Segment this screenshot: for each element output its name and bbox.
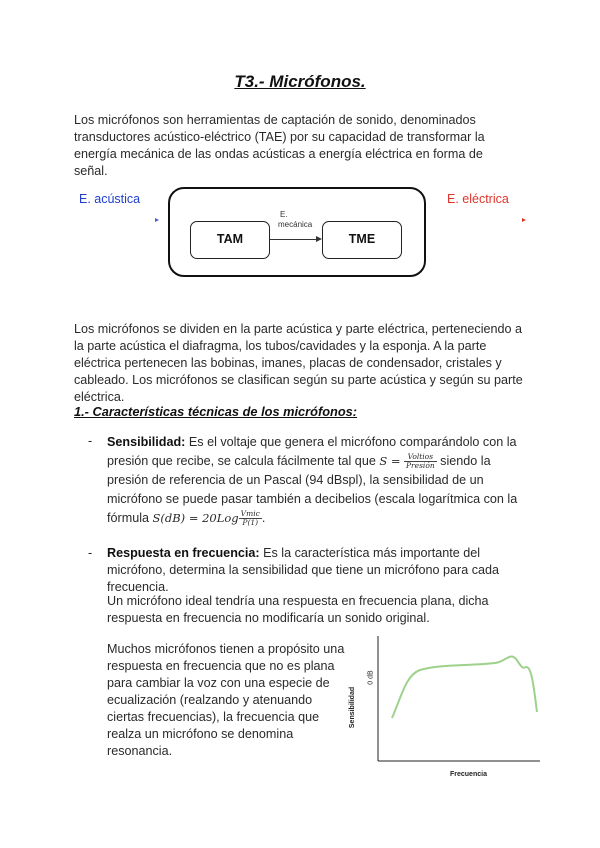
sensitivity-text-c: . [261, 511, 266, 525]
left-arrow-icon [155, 218, 159, 222]
resonance-paragraph: Muchos micrófonos tienen a propósito una respuesta en frecuencia que no es plana para cambiar la voz con una especie de ecualización (realzando y atenuando ciertas frecuencias), la frecuencia que realza un micrófono se denomina resonancia. [107, 642, 345, 758]
frequency-response-graph [350, 630, 550, 790]
frequency-response-text: Es la característica más importante del micrófono, determina la sensibilidad que tiene un micrófono para cada frecuencia. [107, 546, 500, 594]
frequency-response-item [107, 545, 537, 596]
sensitivity-item [107, 433, 527, 528]
section-heading: 1.- Características técnicas de los micrófonos: [74, 404, 358, 419]
electric-energy-label: E. eléctrica [447, 192, 509, 206]
arrowhead-icon [316, 236, 322, 242]
transducer-diagram [0, 180, 600, 290]
db-fraction-denominator: P(1) [242, 518, 259, 528]
y-axis-label: Sensibilidad [349, 686, 357, 729]
zero-db-label: 0 dB [367, 670, 375, 685]
bullet-dash: - [88, 546, 93, 560]
intro-paragraph: Los micrófonos son herramientas de captación de sonido, denominados transductores acústico-eléctrico (TAE) por su capacidad de transformar la energía mecánica de las ondas acústicas a energía eléctrica en forma de señal. [74, 113, 485, 178]
fraction-numerator: Voltios [404, 453, 437, 462]
arrow-label-bottom: mecánica [278, 220, 313, 229]
tme-block [322, 221, 402, 259]
tme-label: TME [348, 232, 376, 246]
db-fraction-numerator: Vmic [240, 509, 260, 519]
ideal-paragraph: Un micrófono ideal tendría una respuesta en frecuencia plana, dicha respuesta en frecuencia no modificaría un sonido original. [107, 594, 489, 625]
formula2-lhs: S(dB) = 20Log [152, 511, 239, 525]
db-fraction [239, 510, 262, 527]
frequency-response-term: Respuesta en frecuencia: [107, 546, 260, 560]
tam-block [190, 221, 270, 259]
formula-lhs: S = [379, 454, 401, 468]
sensitivity-fraction [404, 453, 437, 470]
fraction-denominator: Presión [406, 461, 435, 471]
page-title: T3.- Micrófonos. [234, 72, 366, 91]
acoustic-energy-label: E. acústica [79, 192, 141, 206]
sensitivity-text-b: siendo la presión de referencia de un Pascal (94 dBspl), la sensibilidad de un micrófono se puede pasar también a decibelios (escala logarítmica con la fórmula [107, 454, 518, 525]
right-arrow-icon [522, 218, 526, 222]
tam-label: TAM [216, 232, 244, 246]
mechanical-energy-arrow [270, 239, 317, 240]
response-curve [392, 657, 537, 718]
x-axis-label: Frecuencia [450, 771, 487, 778]
parts-paragraph: Los micrófonos se dividen en la parte acústica y parte eléctrica, perteneciendo a la parte acústica el diafragma, los tubos/cavidades y la esponja. A la parte eléctrica pertenecen las bobinas, imanes, placas de condensador, cristales y cableado. Los micrófonos se clasifican según su parte acústica y según su parte eléctrica. [74, 322, 523, 404]
graph-svg [350, 630, 550, 790]
arrow-label-top: E. [280, 210, 288, 219]
sensitivity-text-a: Es el voltaje que genera el micrófono comparándolo con la presión que recibe, se calcula fácilmente tal que [107, 435, 517, 468]
bullet-dash: - [88, 434, 93, 448]
sensitivity-term: Sensibilidad: [107, 435, 186, 449]
